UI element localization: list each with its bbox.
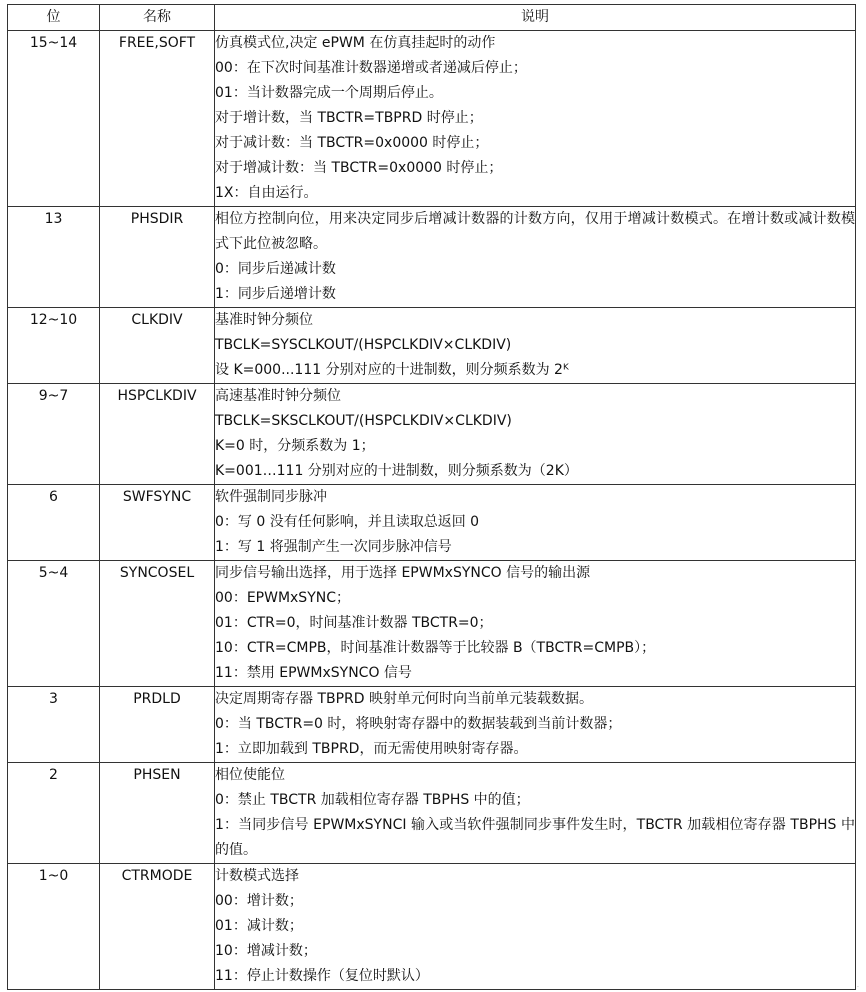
description-cell [215, 384, 856, 485]
description-cell [215, 864, 856, 990]
corner-mark: · [857, 984, 859, 991]
description-line: K=0 时，分频系数为 1； [215, 438, 375, 454]
description-line: 1：立即加载到 TBPRD，而无需使用映射寄存器。 [215, 741, 528, 757]
bit-cell: 6 [8, 485, 100, 561]
description-line: 对于减计数：当 TBCTR=0x0000 时停止； [215, 135, 489, 151]
description-line: 计数模式选择 [215, 868, 299, 884]
bit-cell: 1~0 [8, 864, 100, 990]
description-cell [215, 207, 856, 308]
description-line: 11：停止计数操作（复位时默认） [215, 968, 429, 984]
bit-cell: 15~14 [8, 31, 100, 207]
description-line: 相位使能位 [215, 767, 285, 783]
description-cell [215, 485, 856, 561]
description-line: 基准时钟分频位 [215, 312, 313, 328]
table-row [8, 485, 856, 561]
bit-cell: 2 [8, 763, 100, 864]
table-header-row [8, 5, 856, 31]
description-line: 00：EPWMxSYNC； [215, 590, 350, 606]
description-line: 高速基准时钟分频位 [215, 388, 341, 404]
description-line: 相位方控制向位，用来决定同步后增减计数器的计数方向，仅用于增减计数模式。在增计数或减计数模式下此位被忽略。 [215, 211, 855, 252]
description-line: 仿真模式位,决定 ePWM 在仿真挂起时的动作 [215, 35, 496, 51]
field-name-cell: SWFSYNC [100, 485, 215, 561]
description-line: 10：CTR=CMPB，时间基准计数器等于比较器 B（TBCTR=CMPB）； [215, 640, 656, 656]
field-name-cell: FREE,SOFT [100, 31, 215, 207]
description-line: 对于增计数，当 TBCTR=TBPRD 时停止； [215, 110, 483, 126]
description-line: 0：当 TBCTR=0 时，将映射寄存器中的数据装载到当前计数器； [215, 716, 622, 732]
description-line: 00：在下次时间基准计数器递增或者递减后停止； [215, 60, 527, 76]
field-name-cell: PHSDIR [100, 207, 215, 308]
description-line: 10：增减计数； [215, 943, 317, 959]
description-line: 同步信号输出选择，用于选择 EPWMxSYNCO 信号的输出源 [215, 565, 591, 581]
header-description: 说明 [215, 5, 856, 31]
bit-cell: 9~7 [8, 384, 100, 485]
field-name-cell: PHSEN [100, 763, 215, 864]
description-cell [215, 31, 856, 207]
description-line: TBCLK=SYSCLKOUT/(HSPCLKDIV×CLKDIV) [215, 337, 512, 353]
description-cell [215, 763, 856, 864]
description-line: 决定周期寄存器 TBPRD 映射单元何时向当前单元装载数据。 [215, 691, 594, 707]
bit-cell: 5~4 [8, 561, 100, 687]
description-cell [215, 561, 856, 687]
description-cell [215, 308, 856, 384]
table-row [8, 384, 856, 485]
table-row [8, 864, 856, 990]
table-row [8, 763, 856, 864]
description-line: TBCLK=SKSCLKOUT/(HSPCLKDIV×CLKDIV) [215, 413, 512, 429]
field-name-cell: CLKDIV [100, 308, 215, 384]
table-body [8, 31, 856, 990]
table-row [8, 561, 856, 687]
bit-cell: 13 [8, 207, 100, 308]
bit-cell: 3 [8, 687, 100, 763]
description-line: 01：减计数； [215, 918, 303, 934]
description-cell [215, 687, 856, 763]
description-line: 01：CTR=0，时间基准计数器 TBCTR=0； [215, 615, 493, 631]
description-line: 0：写 0 没有任何影响，并且读取总返回 0 [215, 514, 480, 530]
bit-cell: 12~10 [8, 308, 100, 384]
description-line: 对于增减计数：当 TBCTR=0x0000 时停止； [215, 160, 503, 176]
header-name: 名称 [100, 5, 215, 31]
field-name-cell: PRDLD [100, 687, 215, 763]
field-name-cell: HSPCLKDIV [100, 384, 215, 485]
table-row [8, 31, 856, 207]
header-bit: 位 [8, 5, 100, 31]
description-line: 0：同步后递减计数 [215, 261, 336, 277]
register-bit-table [7, 4, 856, 990]
description-line: 00：增计数； [215, 893, 303, 909]
table-row [8, 308, 856, 384]
table-row [8, 687, 856, 763]
field-name-cell: CTRMODE [100, 864, 215, 990]
description-line: 1：同步后递增计数 [215, 286, 336, 302]
description-line: 1：当同步信号 EPWMxSYNCI 输入或当软件强制同步事件发生时，TBCTR 加载相位寄存器 TBPHS 中的值。 [215, 817, 855, 858]
field-name-cell: SYNCOSEL [100, 561, 215, 687]
description-line: 0：禁止 TBCTR 加载相位寄存器 TBPHS 中的值； [215, 792, 530, 808]
description-line: 11：禁用 EPWMxSYNCO 信号 [215, 665, 412, 681]
description-line: K=001…111 分别对应的十进制数，则分频系数为（2K） [215, 463, 578, 479]
description-line: 软件强制同步脉冲 [215, 489, 327, 505]
description-line: 1：写 1 将强制产生一次同步脉冲信号 [215, 539, 452, 555]
description-line: 01：当计数器完成一个周期后停止。 [215, 85, 443, 101]
table-row [8, 207, 856, 308]
description-line: 1X：自由运行。 [215, 185, 318, 201]
description-line: 设 K=000...111 分别对应的十进制数，则分频系数为 2ᴷ [215, 362, 569, 378]
